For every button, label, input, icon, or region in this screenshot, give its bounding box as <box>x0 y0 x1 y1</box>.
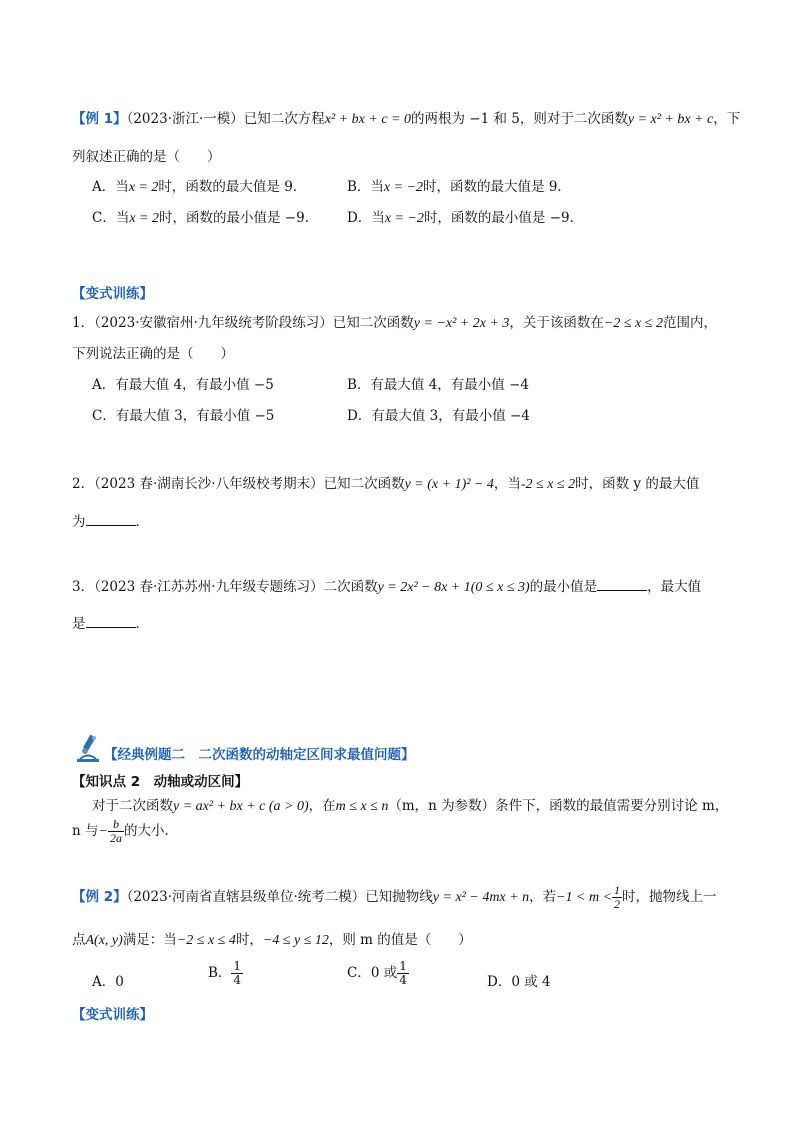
answer-blank-max[interactable] <box>86 613 136 628</box>
example-2-tag: 【例 2】 <box>72 889 127 905</box>
question-1-line-1: 1．（2023·安徽宿州·九年级统考阶段练习）已知二次函数y = −x² + 2x + 3，关于该函数在−2 ≤ x ≤ 2范围内， <box>72 315 717 331</box>
question-1-option-a: A．有最大值 4，有最小值 −5 <box>92 377 274 393</box>
example-2-option-a: A．0 <box>92 974 124 990</box>
example-2-line-2: 点A(x, y)满足：当−2 ≤ x ≤ 4时，−4 ≤ y ≤ 12，则 m 的值是（ ） <box>72 932 472 948</box>
example-2-option-b: B． $\frac{1}{4}$ <box>208 959 242 987</box>
question-3-line-2: 是 ． <box>72 612 149 632</box>
example-1-option-a: A．当x = 2时，函数的最大值是 9． <box>92 179 307 195</box>
question-1-line-2: 下列说法正确的是（ ） <box>72 346 234 362</box>
question-2-line-1: 2．（2023 春·湖南长沙·八年级校考期末）已知二次函数y = (x + 1)² − 4，当-2 ≤ x ≤ 2时，函数 y 的最大值 <box>72 476 700 492</box>
example-1-line-2: 列叙述正确的是（ ） <box>72 149 221 165</box>
example-1-option-b: B．当x = −2时，函数的最大值是 9． <box>347 179 571 195</box>
question-3-line-1: 3．（2023 春·江苏苏州·九年级专题练习）二次函数y = 2x² − 8x + 1(0 ≤ x ≤ 3)的最小值是 ，最大值 <box>72 575 701 596</box>
example-1-option-d: D．当x = −2时，函数的最小值是 −9． <box>347 210 584 226</box>
question-1-option-b: B．有最大值 4，有最小值 −4 <box>347 377 529 393</box>
fraction-one-quarter: $\frac{1}{4}$ <box>399 959 407 987</box>
knowledge-point-line-1: 对于二次函数y = ax² + bx + c (a > 0)，在m ≤ x ≤ n（m，n 为参数）条件下，函数的最值需要分别讨论 m， <box>92 798 729 814</box>
example-2-line-1: 【例 2】（2023·河南省直辖县级单位·统考二模）已知抛物线y = x² − 4mx + n，若−1 < m < $\frac{1}{2}$ 时，抛物线上一 <box>72 883 717 911</box>
knowledge-point-title: 【知识点 2 动轴或动区间】 <box>72 774 249 790</box>
section-heading: 【经典例题二 二次函数的动轴定区间求最值问题】 <box>104 747 415 763</box>
microscope-icon <box>74 733 102 763</box>
example-1-option-c: C．当x = 2时，函数的最小值是 −9． <box>92 210 319 226</box>
example-1-tag: 【例 1】 <box>72 111 127 127</box>
fraction-one-half: $\frac{1}{2}$ <box>614 883 621 911</box>
question-1-option-c: C．有最大值 3，有最小值 −5 <box>92 408 275 424</box>
fraction-one-quarter: $\frac{1}{4}$ <box>233 959 242 987</box>
variant-training-heading-2: 【变式训练】 <box>72 1007 153 1023</box>
answer-blank-min[interactable] <box>597 576 647 591</box>
knowledge-point-line-2: n 与− $\frac{b}{2a}$ 的大小． <box>72 817 178 845</box>
question-1-option-d: D．有最大值 3，有最小值 −4 <box>347 408 530 424</box>
example-1-line-1: 【例 1】（2023·浙江·一模）已知二次方程x² + bx + c = 0的两根为 −1 和 5，则对于二次函数y = x² + bx + c，下 <box>72 111 741 127</box>
example-2-option-c: C．0 或 $\frac{1}{4}$ <box>347 959 407 987</box>
question-2-line-2: 为 ． <box>72 510 149 530</box>
example-2-option-d: D．0 或 4 <box>487 974 551 990</box>
variant-training-heading: 【变式训练】 <box>72 286 153 302</box>
fraction-b-over-2a: $\frac{b}{2a}$ <box>109 817 122 845</box>
answer-blank[interactable] <box>86 511 136 526</box>
